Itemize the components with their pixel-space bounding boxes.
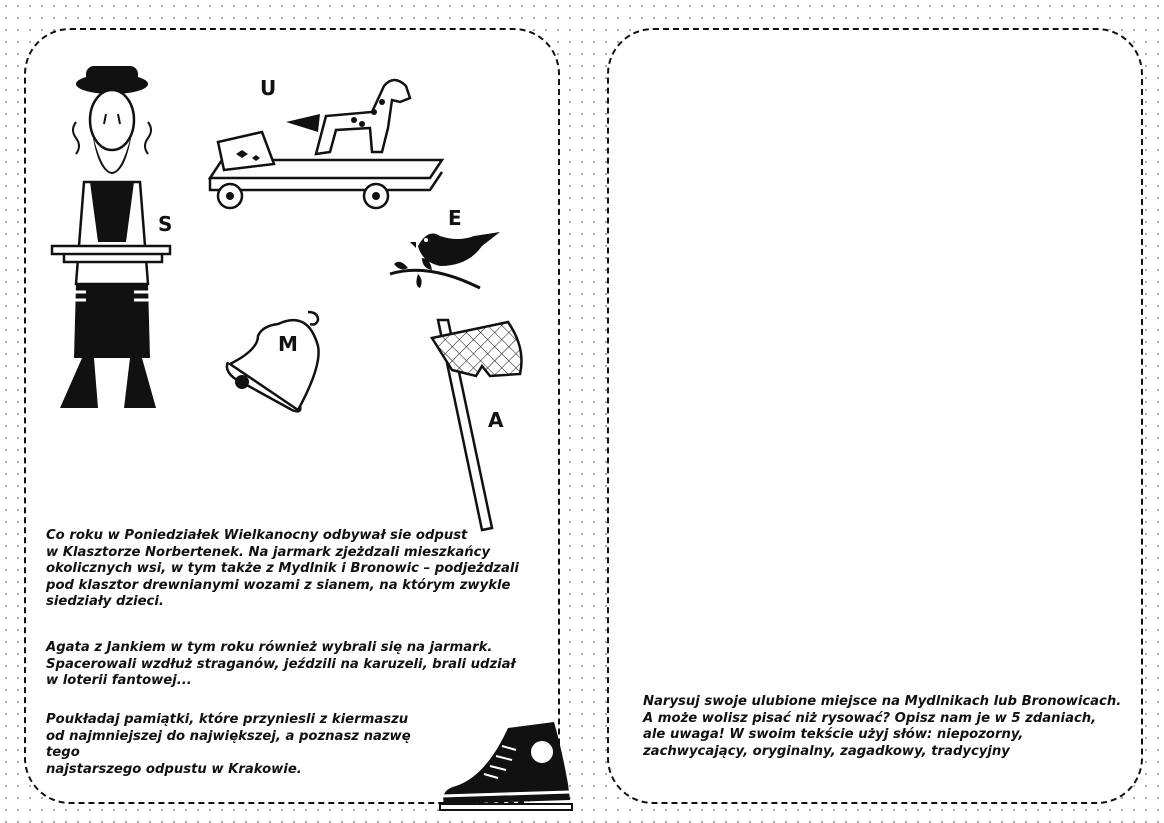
sneaker-icon	[438, 720, 574, 812]
letter-m: M	[278, 332, 298, 356]
bird-on-branch-icon	[388, 222, 504, 292]
left-paragraph-2: Agata z Jankiem w tym roku również wybrali się na jarmark. Spacerowali wzdłuż straganów, jeździli na karuzeli, brali udział w loterii fantowej...	[46, 640, 516, 688]
letter-u: U	[260, 76, 277, 100]
jewish-figurine-icon	[46, 62, 176, 412]
right-paragraph: Narysuj swoje ulubione miejsce na Mydlnikach lub Bronowicach. A może wolisz pisać niż rysować? Opisz nam je w 5 zdaniach, ale uwaga! W swoim tekście użyj słów: niepozorny, zachwycający, oryginalny, zagadkowy, tradycyjny	[643, 694, 1122, 759]
left-paragraph-3: Poukładaj pamiątki, które przyniesli z kiermaszu od najmniejszej do największej, a poznasz nazwę tego najstarszego odpustu w Krakowie.	[46, 712, 411, 777]
bell-icon	[218, 306, 328, 416]
axe-souvenir-icon	[424, 318, 534, 534]
letter-e: E	[448, 206, 462, 230]
letter-s: S	[158, 212, 173, 236]
toy-horse-cart-icon	[196, 66, 446, 216]
left-paragraph-1: Co roku w Poniedziałek Wielkanocny odbywał sie odpust w Klasztorze Norbertenek. Na jarmark zjeżdzali mieszkańcy okolicznych wsi, w tym także z Mydlnik i Bronowic – podjeżdzali pod klasztor drewnianymi wozami z sianem, na którym zwykle siedziały dzieci.	[46, 528, 519, 609]
letter-a: A	[488, 408, 504, 432]
right-card	[607, 28, 1143, 804]
